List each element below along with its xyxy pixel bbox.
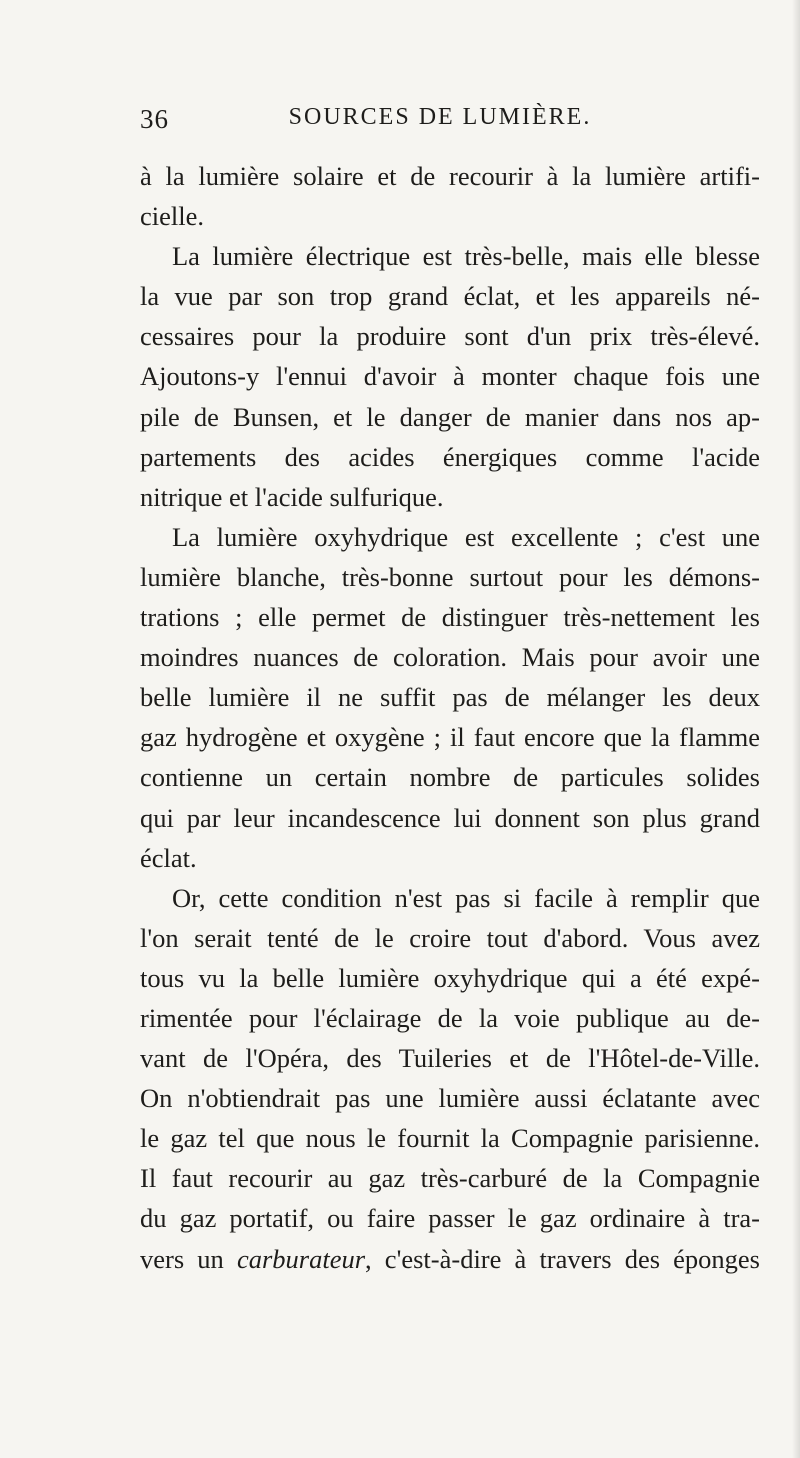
text-line: éclat. bbox=[140, 842, 197, 873]
text-line: à la lumière solaire et de recourir à la lumière artifi- bbox=[140, 161, 760, 191]
paragraph-first-line: Or, cette condition n'est pas si facile à remplir que bbox=[172, 882, 760, 913]
text-segment: vers un bbox=[140, 1243, 237, 1274]
text-line: rimentée pour l'éclairage de la voie publique au de- bbox=[140, 1002, 760, 1033]
text-line: cielle. bbox=[140, 201, 204, 232]
text-line: On n'obtiendrait pas une lumière aussi éclatante avec bbox=[140, 1083, 760, 1114]
paragraph-first-line: La lumière oxyhydrique est excellente ; c'est une bbox=[172, 521, 760, 552]
text-line: le gaz tel que nous le fournit la Compagnie parisienne. bbox=[140, 1123, 760, 1154]
text-line: la vue par son trop grand éclat, et les appareils né- bbox=[140, 281, 760, 312]
text-line: gaz hydrogène et oxygène ; il faut encore que la flamme bbox=[140, 722, 760, 753]
text-line: vant de l'Opéra, des Tuileries et de l'Hôtel-de-Ville. bbox=[140, 1043, 760, 1074]
text-line: Ajoutons-y l'ennui d'avoir à monter chaque fois une bbox=[140, 361, 760, 392]
text-line: qui par leur incandescence lui donnent son plus grand bbox=[140, 802, 760, 833]
text-line: nitrique et l'acide sulfurique. bbox=[140, 481, 444, 512]
text-line: pile de Bunsen, et le danger de manier dans nos ap- bbox=[140, 401, 760, 432]
paragraph-first-line: La lumière électrique est très-belle, mais elle blesse bbox=[172, 241, 760, 272]
text-line: cessaires pour la produire sont d'un prix très-élevé. bbox=[140, 321, 760, 352]
text-line: l'on serait tenté de le croire tout d'abord. Vous avez bbox=[140, 922, 760, 953]
text-line: trations ; elle permet de distinguer très-nettement les bbox=[140, 602, 760, 633]
body-text bbox=[140, 156, 760, 1279]
text-line-last bbox=[140, 1239, 760, 1279]
text-line: belle lumière il ne suffit pas de mélanger les deux bbox=[140, 682, 760, 713]
text-line: Il faut recourir au gaz très-carburé de la Compagnie bbox=[140, 1163, 760, 1194]
text-line: contienne un certain nombre de particules solides bbox=[140, 762, 760, 793]
running-head bbox=[140, 104, 760, 144]
page-edge-shadow bbox=[792, 0, 800, 1458]
text-line: tous vu la belle lumière oxyhydrique qui a été expé- bbox=[140, 962, 760, 993]
text-line: du gaz portatif, ou faire passer le gaz ordinaire à tra- bbox=[140, 1203, 760, 1234]
text-line: lumière blanche, très-bonne surtout pour les démons- bbox=[140, 561, 760, 592]
running-title: SOURCES DE LUMIÈRE. bbox=[288, 104, 592, 130]
text-segment: , c'est-à-dire à travers des éponges bbox=[365, 1243, 760, 1274]
page-number: 36 bbox=[140, 104, 169, 134]
text-line: partements des acides énergiques comme l'acide bbox=[140, 441, 760, 472]
text-line: moindres nuances de coloration. Mais pour avoir une bbox=[140, 642, 760, 673]
italic-term: carburateur bbox=[236, 1243, 366, 1274]
